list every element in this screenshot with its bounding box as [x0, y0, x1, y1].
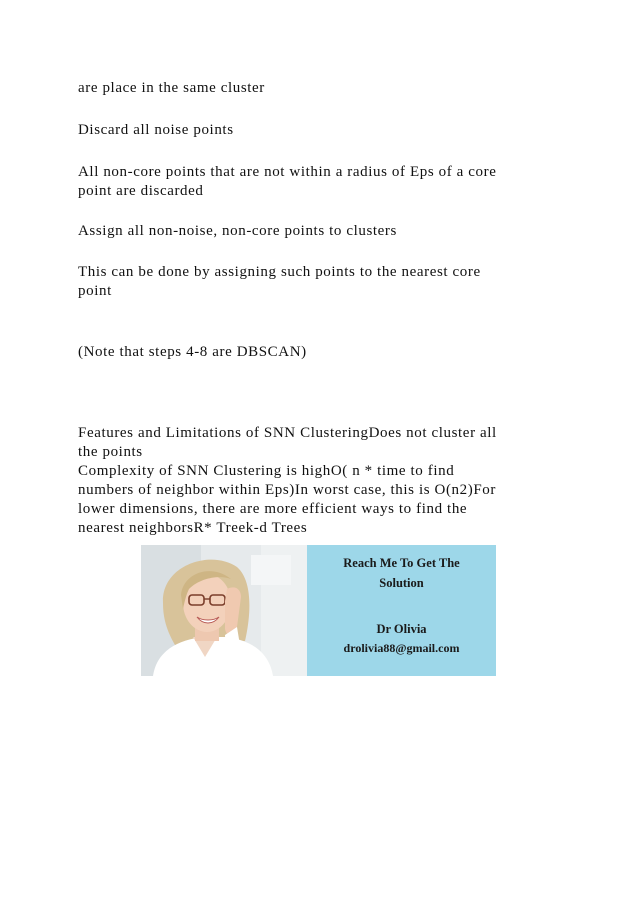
text-line: lower dimensions, there are more efficient ways to find the [78, 501, 468, 517]
contact-panel [307, 545, 496, 676]
paragraph-dbscan-note [78, 343, 558, 362]
banner-contact-email[interactable]: drolivia88@gmail.com [343, 641, 460, 655]
contact-banner [141, 545, 496, 676]
paragraph-discard-noise [78, 121, 558, 140]
text-line: the points [78, 444, 143, 460]
text-line: point [78, 283, 112, 299]
text-line: Complexity of SNN Clustering is highO( n * time to find [78, 463, 455, 479]
woman-photo [141, 545, 307, 676]
paragraph-assign-points [78, 222, 558, 241]
banner-heading-line1: Reach Me To Get The [343, 556, 460, 570]
text-line: (Note that steps 4-8 are DBSCAN) [78, 344, 307, 360]
paragraph-nearest-core [78, 263, 558, 301]
text-line: Assign all non-noise, non-core points to clusters [78, 223, 397, 239]
text-line: are place in the same cluster [78, 80, 265, 96]
text-line: Discard all noise points [78, 122, 234, 138]
paragraph-features-limitations [78, 424, 558, 538]
text-line: numbers of neighbor within Eps)In worst case, this is O(n2)For [78, 482, 496, 498]
paragraph-non-core-points [78, 163, 558, 201]
woman-portrait-icon [141, 545, 307, 676]
banner-contact-name: Dr Olivia [376, 622, 427, 636]
text-line: nearest neighborsR* Treek-d Trees [78, 520, 308, 536]
banner-heading-line2: Solution [379, 576, 424, 590]
text-line: All non-core points that are not within a radius of Eps of a core [78, 164, 497, 180]
text-line: Features and Limitations of SNN ClusteringDoes not cluster all [78, 425, 497, 441]
text-line: This can be done by assigning such points to the nearest core [78, 264, 481, 280]
paragraph-cluster-placement [78, 79, 558, 98]
text-line: point are discarded [78, 183, 204, 199]
